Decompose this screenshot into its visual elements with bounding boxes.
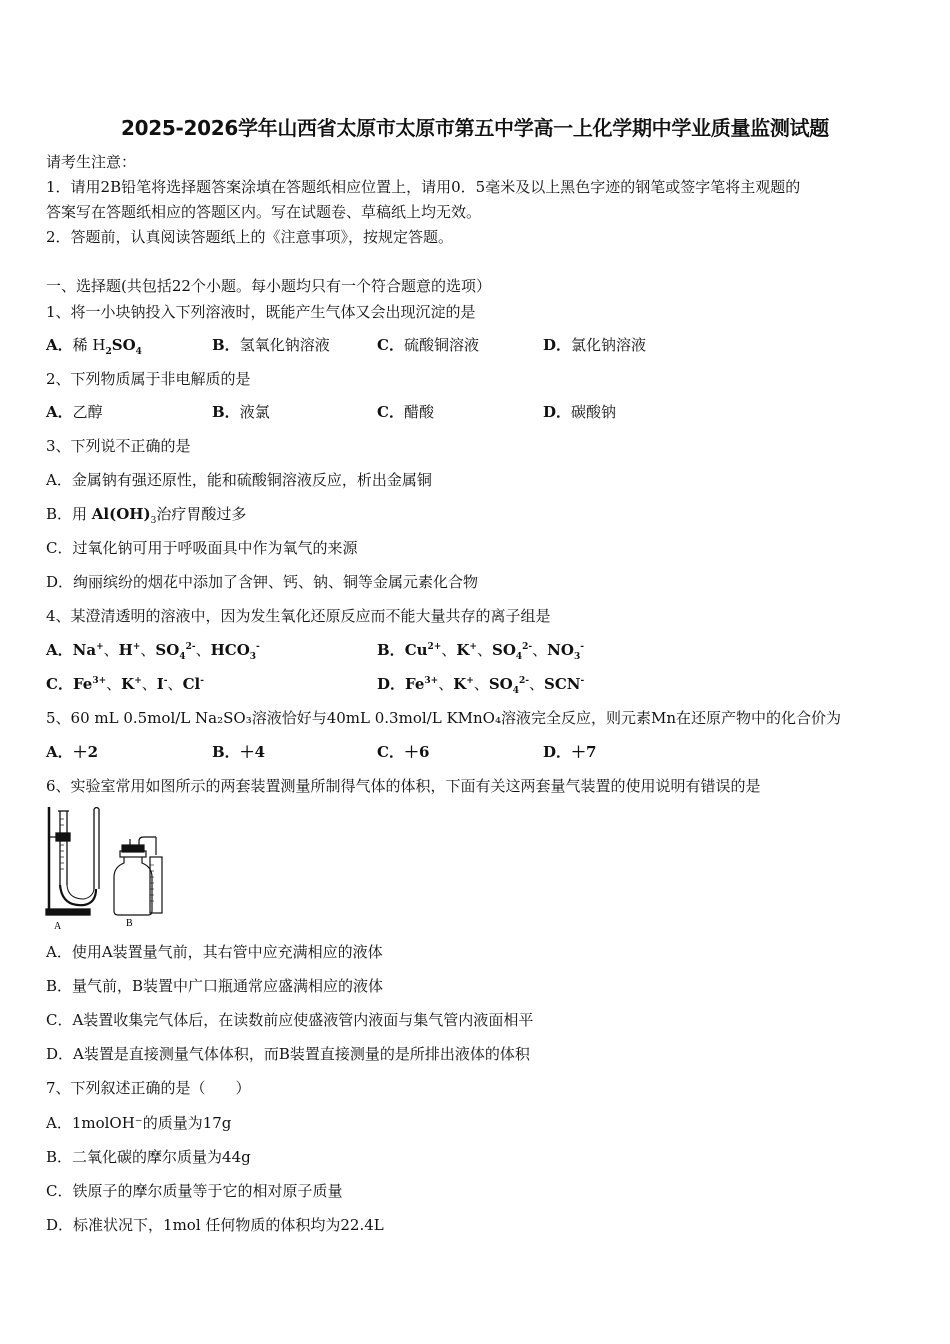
page-title: 2025-2026学年山西省太原市太原市第五中学高一上化学期中学业质量监测试题	[121, 116, 829, 140]
q5-option-a: A．＋2	[46, 743, 99, 761]
q3-option-d: D．绚丽缤纷的烟花中添加了含钾、钙、钠、铜等金属元素化合物	[46, 573, 479, 591]
q6-option-c: C．A装置收集完气体后，在读数前应使盛液管内液面与集气管内液面相平	[46, 1011, 534, 1029]
q7-option-a: A．1molOH⁻的质量为17g	[46, 1114, 232, 1132]
q7-option-b: B．二氧化碳的摩尔质量为44g	[46, 1148, 251, 1166]
figure-label-a: A	[54, 921, 62, 932]
notice-item-2: 2．答题前，认真阅读答题纸上的《注意事项》，按规定答题。	[46, 228, 454, 246]
q7-stem: 7、下列叙述正确的是（ ）	[46, 1079, 251, 1097]
q6-stem: 6、实验室常用如图所示的两套装置测量所制得气体的体积，下面有关这两套量气装置的使用说明有错误的是	[46, 777, 761, 795]
q3-option-a: A．金属钠有强还原性，能和硫酸铜溶液反应，析出金属铜	[46, 471, 432, 489]
q2-option-c: C．醋酸	[377, 403, 434, 421]
notice-item-1b: 答案写在答题纸相应的答题区内。写在试题卷、草稿纸上均无效。	[46, 203, 482, 221]
q5-option-c: C．＋6	[377, 743, 430, 761]
q5-option-d: D．＋7	[543, 743, 597, 761]
q4-stem: 4、某澄清透明的溶液中，因为发生氧化还原反应而不能大量共存的离子组是	[46, 607, 551, 625]
q1-stem: 1、将一小块钠投入下列溶液时，既能产生气体又会出现沉淀的是	[46, 303, 476, 321]
q6-option-a: A．使用A装置量气前，其右管中应充满相应的液体	[46, 943, 383, 961]
q1-option-a: A．稀 $H_2SO_4$	[46, 336, 142, 357]
gas-measuring-apparatus-figure	[44, 805, 174, 935]
q4-option-a: A．Na+、H+、$SO_4^{2-}$、$HCO_3^-$	[46, 641, 260, 662]
q5-stem: 5、60 mL 0.5mol/L Na₂SO₃溶液恰好与40mL 0.3mol/L KMnO₄溶液完全反应，则元素Mn在还原产物中的化合价为	[46, 709, 841, 727]
q3-option-c: C．过氧化钠可用于呼吸面具中作为氧气的来源	[46, 539, 358, 557]
notice-heading: 请考生注意：	[46, 153, 137, 171]
figure-label-b: B	[126, 918, 133, 929]
q1-option-d: D．氯化钠溶液	[543, 336, 647, 354]
q2-option-a: A．乙醇	[46, 403, 103, 421]
q2-option-b: B．液氯	[212, 403, 270, 421]
q1-option-c: C．硫酸铜溶液	[377, 336, 479, 354]
q4-option-c: C．$Fe^{3+}$、K+、I-、Cl-	[46, 675, 204, 693]
q3-stem: 3、下列说不正确的是	[46, 437, 191, 455]
q4-option-b: B．$Cu^{2+}$、K+、$SO_4^{2-}$、$NO_3^-$	[377, 641, 584, 662]
q1-option-b: B．氢氧化钠溶液	[212, 336, 330, 354]
q3-option-b: B．用 $Al(OH)_3$治疗胃酸过多	[46, 505, 247, 526]
q7-option-c: C．铁原子的摩尔质量等于它的相对原子质量	[46, 1182, 343, 1200]
q4-option-d: D．$Fe^{3+}$、K+、$SO_4^{2-}$、SCN-	[377, 675, 585, 696]
q2-option-d: D．碳酸钠	[543, 403, 617, 421]
section-heading: 一、选择题(共包括22个小题。每小题均只有一个符合题意的选项）	[46, 277, 491, 295]
q6-option-b: B．量气前，B装置中广口瓶通常应盛满相应的液体	[46, 977, 384, 995]
q2-stem: 2、下列物质属于非电解质的是	[46, 370, 251, 388]
notice-item-1a: 1．请用2B铅笔将选择题答案涂填在答题纸相应位置上，请用0．5毫米及以上黑色字迹的钢笔或签字笔将主观题的	[46, 178, 801, 196]
q5-option-b: B．＋4	[212, 743, 266, 761]
q7-option-d: D．标准状况下，1mol 任何物质的体积均为22.4L	[46, 1216, 384, 1234]
q6-option-d: D．A装置是直接测量气体体积，而B装置直接测量的是所排出液体的体积	[46, 1045, 530, 1063]
